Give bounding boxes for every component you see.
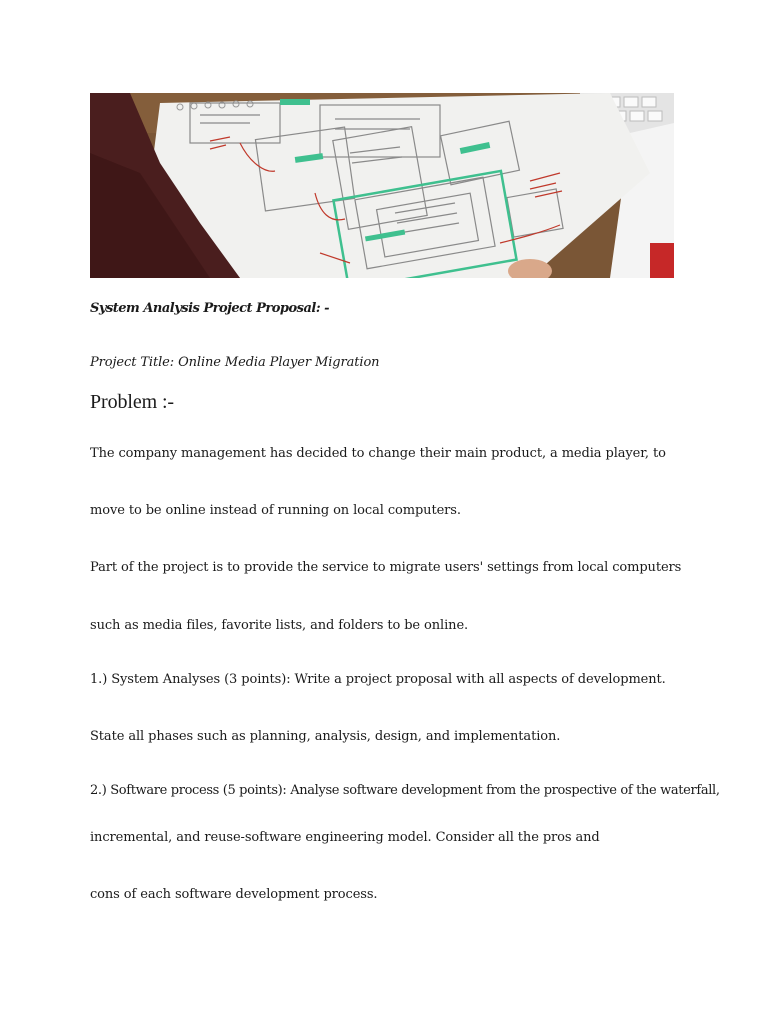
red-object: [650, 243, 674, 278]
paragraph-line: move to be online instead of running on local computers.: [90, 503, 461, 518]
wireframe-sketch-image: [90, 93, 674, 278]
paragraph-line: Part of the project is to provide the service to migrate users' settings from local computers: [90, 560, 682, 575]
paragraph-line: 2.) Software process (5 points): Analyse software development from the prospective of the waterfall,: [90, 783, 720, 798]
paragraph-line: The company management has decided to change their main product, a media player, to: [90, 446, 666, 461]
paragraph-line: 1.) System Analyses (3 points): Write a project proposal with all aspects of development.: [90, 672, 666, 687]
paragraph-line: incremental, and reuse-software engineering model. Consider all the pros and: [90, 830, 600, 845]
paragraph-line: cons of each software development process.: [90, 887, 378, 902]
proposal-heading: System Analysis Project Proposal: -: [90, 301, 330, 316]
paragraph-line: such as media files, favorite lists, and folders to be online.: [90, 618, 469, 633]
project-title: Project Title: Online Media Player Migration: [90, 355, 380, 370]
wireframe-sketch-illustration: [90, 93, 674, 278]
paragraph-line: State all phases such as planning, analysis, design, and implementation.: [90, 729, 561, 744]
problem-heading: Problem :-: [90, 391, 174, 413]
